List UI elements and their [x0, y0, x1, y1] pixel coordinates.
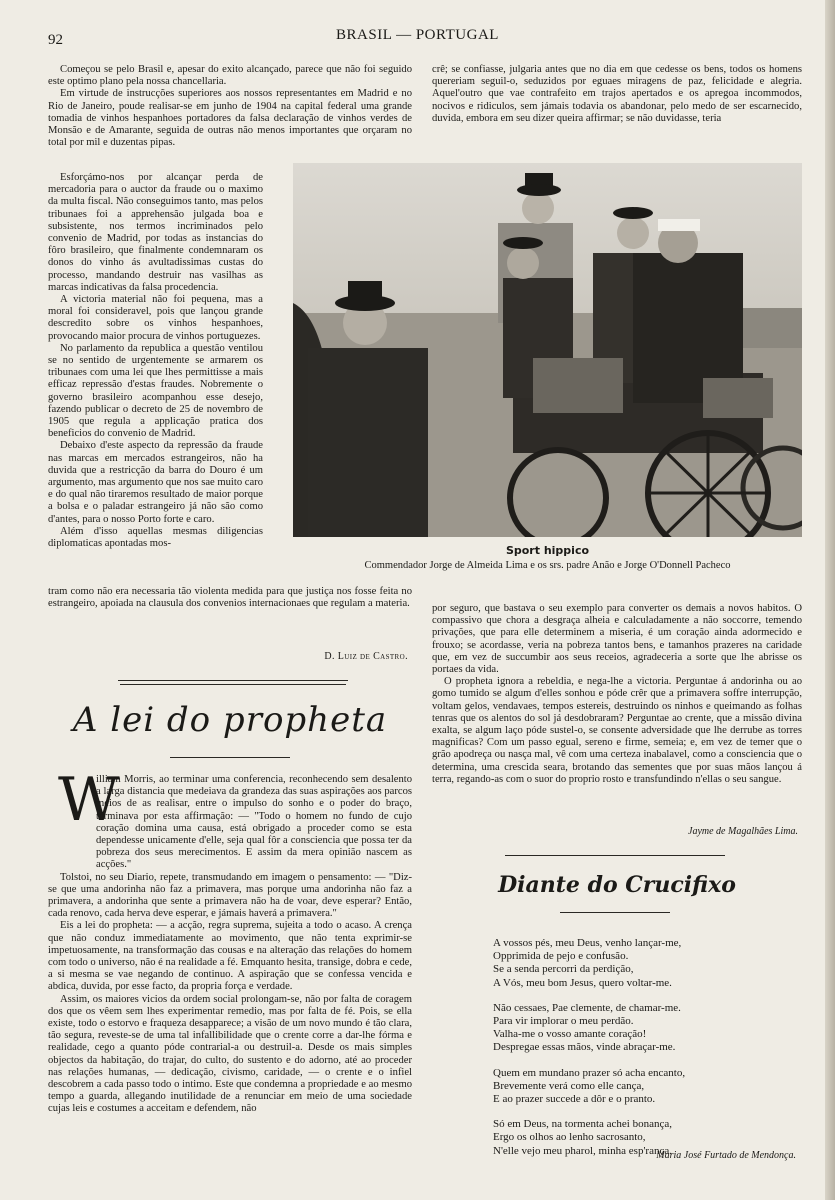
article1-narrow-column — [48, 172, 263, 550]
page-number: 92 — [48, 32, 63, 48]
poem-line: Só em Deus, na tormenta achei bonança, — [493, 1118, 672, 1131]
photo-caption-title: Sport hippico — [505, 544, 590, 557]
horse-carriage-photo — [293, 163, 802, 537]
page-edge — [825, 0, 835, 1200]
poem-line: E ao prazer succede a dôr e o pranto. — [493, 1093, 656, 1106]
paragraph: tram como não era necessaria tão violenta medida para que justiça nos fosse feita no estrangeiro, apoiada na clausula dos convenios internacionaes que regulam a materia. — [48, 586, 412, 610]
divider-rule — [118, 680, 348, 681]
poem-line: A vossos pés, meu Deus, venho lançar-me, — [493, 937, 682, 949]
poem-line: Para vir implorar o meu perdão. — [493, 1015, 634, 1028]
right-column-top — [432, 64, 802, 125]
paragraph: Debaixo d'este aspecto da repressão da fraude nas marcas em mercados estrangeiros, não ha duvida que a restricção da barra do Douro é um argumento, mas argumento que nos sae muito caro e do qual não tiraremos resultado de maior porque a bolsa e o paladar estrangeiro já não são como d'antes, para o nosso Porto forte e caro. — [48, 440, 263, 525]
photo-caption-text: Commendador Jorge de Almeida Lima e os srs. padre Anão e Jorge O'Donnell Pacheco — [364, 560, 731, 571]
poem-stanza — [493, 937, 803, 990]
poem-stanza — [493, 1002, 803, 1055]
poem-stanza — [493, 1067, 803, 1107]
paragraph: A victoria material não foi pequena, mas a moral foi consideravel, pois que lançou grande descredito sobre os vinhos hespanhoes, provocando maior procura de vinhos portuguezes. — [48, 294, 263, 342]
poem-body — [493, 937, 803, 1170]
paragraph: O propheta ignora a rebeldia, e nega-lhe a victoria. Perguntae á andorinha ou ao gomo tumido se algum d'elles sonhou e póde crêr que a primavera soffre interrupção, voltam gelos, vendavaes, tempos estereis, destruindo os ninhos e queimando as folhas tenras que os alentos do sol já desdobraram? Perguntae ao crente, que a missão divina exalta, se algum laço póde sustel-o, se consente adversidade que lhe derrube as torres magnificas? Com um passo egual, sereno e firme, semeia; e, em vez de temer que o grão apodreça ou nasça mal, vê com uma certeza inabalavel, como a consciencia que o determina, uma crescida seara, brotando das sementes que por suas mãos lançou á terra, regando-as com o suor do proprio rosto e transfundindo n'ellas o seu sangue. — [432, 676, 802, 785]
poem-title: Diante do Crucifixo — [498, 872, 736, 898]
article1-signature: D. Luiz de Castro. — [324, 651, 408, 662]
article2-signature: Jayme de Magalhães Lima. — [688, 826, 798, 837]
paragraph: crê; se confiasse, julgaria antes que no dia em que cedesse os bens, todos os homens quereriam seguil-o, seduzidos por eguaes miragens de paz, felicidade e alegria. Aquel'outro que vae contrafeito em trajos apertados e os apregoa incommodos, nocivos e ridiculos, sem jámais todavia os abandonar, pelo medo de ser escarnecido, duvida, embora em seu dizer queira affirmar; se não duvidasse, teria — [432, 64, 802, 124]
poem-line: Ergo os olhos ao lenho sacrosanto, — [493, 1131, 646, 1144]
article2-body — [48, 774, 412, 1116]
paragraph: por seguro, que bastava o seu exemplo para converter os demais a novos habitos. O compassivo que chora a desgraça alheia e calculadamente a não soccorre, temendo privações, que para elle determinem a miseria, é um coração ainda adormecido e frouxo; se acordasse, veria na pobreza tantos bens, e tamanhos prazeres na caridade que, em vez de succumbir aos seus receios, agradeceria a sorte que lhe abrisse os portaes da vida. — [432, 603, 802, 676]
poem-line: Despregae essas mãos, vinde abraçar-me. — [493, 1041, 676, 1054]
article2-continued — [432, 603, 802, 786]
poem-line: Brevemente verá como elle cança, — [493, 1079, 645, 1092]
poem-signature: Maria José Furtado de Mendonça. — [656, 1150, 796, 1161]
paragraph: Assim, os maiores vicios da ordem social prolongam-se, não por falta de coragem dos que os vêem sem lhes experimentar remedio, mas por falta de fé. Pois, se ella existe, todo o estorvo e fraqueza desapparece; a visão de um novo mundo é tão clara, tão segura, reveste-se de uma tal infallibilidade que o crente corre a dar-lhe fórma e realidade, cego a quanto póde contrarial-a ou destruil-a. Desde os mais simples objectos da habitação, do trajar, do culto, do sustento e do adorno, até ao proceder nas relações humanas, — dedicação, civismo, caridade, — o crente e o infiel descobrem a cada passo todo o intimo. Este que condemna a propriedade e ao mesmo tempo a guarda, allegando inutilidade de a renunciar em meio de uma sociedade cujas leis e costumes a acceitam e defendem, não — [48, 993, 412, 1115]
paragraph: illiam Morris, ao terminar uma conferencia, reconhecendo sem desalento a larga distancia que medeiava da grandeza das suas aspirações aos parcos meios de as realisar, entre o impulso do sonho e o poder do braço, terminava por esta affirmação: — "Todo o homem no fundo de cujo coração domina uma causa, está obrigado a proceder como se esta dependesse unicamente d'elle, seja qual fôr a consciencia que possa ter da pobreza dos seus merecimentos. E assim da mera opinião nascem as acções." — [96, 774, 412, 871]
divider-rule — [560, 912, 670, 913]
paragraph: Tolstoi, no seu Diario, repete, transmudando em imagem o pensamento: — "Diz-se que uma andorinha não faz a primavera, mas porque uma andorinha não faz a primavera, a andorinha que sente a primavera não ha de voar, deve esperar? Então, cada renovo, cada herva deve esperar, e jámais haverá a primavera." — [48, 871, 412, 920]
magazine-title: BRASIL — PORTUGAL — [336, 27, 499, 43]
paragraph: Começou se pelo Brasil e, apesar do exito alcançado, parece que não foi seguido este optimo plano pela nossa chancellaria. — [48, 64, 412, 88]
poem-line: Quem em mundano prazer só acha encanto, — [493, 1066, 686, 1079]
divider-rule — [505, 855, 725, 856]
poem-line: Opprimida de pejo e confusão. — [493, 950, 629, 963]
poem-line: N'elle vejo meu pharol, minha esp'rança. — [493, 1144, 672, 1157]
paragraph: Em virtude de instrucções superiores aos nossos representantes em Madrid e no Rio de Janeiro, poude realisar-se em junho de 1904 na capital federal uma grande tomadia de vinhos hespanhoes portadores da falsa declaração de vinhos verdes de Monsão e de Amarante, seguida de outras não menos importantes que orçaram no total por mil e duzentas pipas. — [48, 88, 412, 149]
paragraph: Além d'isso aquellas mesmas diligencias diplomaticas apontadas mos- — [48, 525, 263, 550]
divider-rule — [170, 757, 290, 758]
paragraph: Esforçámo-nos por alcançar perda de mercadoria para o auctor da fraude ou o maximo da multa fiscal. Não conseguimos tanto, mas pelos tribunaes foi a apprehensão julgada boa e subsistente, nos termos incriminados pelo convenio de Madrid, por todas as instancias do fôro brasileiro, que finalmente condemnaram os donos do vinho ás avultadissimas custas do processo, mandando destruir nas vasilhas as marcas indicativas da falsa procedencia. — [48, 172, 263, 293]
paragraph: Eis a lei do propheta: — a acção, regra suprema, sujeita a todo o acaso. A crença que não conduz immediatamente ao movimento, que não tenta exprimir-se impetuosamente, na transformação das cousas e na alteração das relações do homem com todo o universo, não é na realidade a fé. Emquanto hesita, transige, dobra e cede, a si mesma se vae negando de continuo. A aspiração que se confessa vencida e abdica, duvida, por esse facto, da propria força e verdade. — [48, 920, 412, 993]
paragraph: No parlamento da republica a questão ventilou se no sentido de urgentemente se armarem os tribunaes com uma lei que lhes permittisse a mais efficaz repressão d'estas fraudes. Nobremente o governo brasileiro acompanhou esse desejo, fazendo publicar o decreto de 25 de novembro de 1905 que regula a applicação pratica dos beneficios do convenio de Madrid. — [48, 342, 263, 440]
drop-cap: W — [58, 765, 120, 835]
poem-line: Não cessaes, Pae clemente, de chamar-me. — [493, 1001, 681, 1014]
article1-tail — [48, 586, 412, 610]
article2-title: A lei do propheta — [72, 700, 388, 740]
divider-rule — [120, 684, 346, 685]
article1-top — [48, 64, 412, 149]
poem-line: Se a senda percorri da perdição, — [493, 963, 634, 976]
poem-line: A Vós, meu bom Jesus, quero voltar-me. — [493, 976, 672, 989]
poem-line: Valha-me o vosso amante coração! — [493, 1028, 647, 1041]
